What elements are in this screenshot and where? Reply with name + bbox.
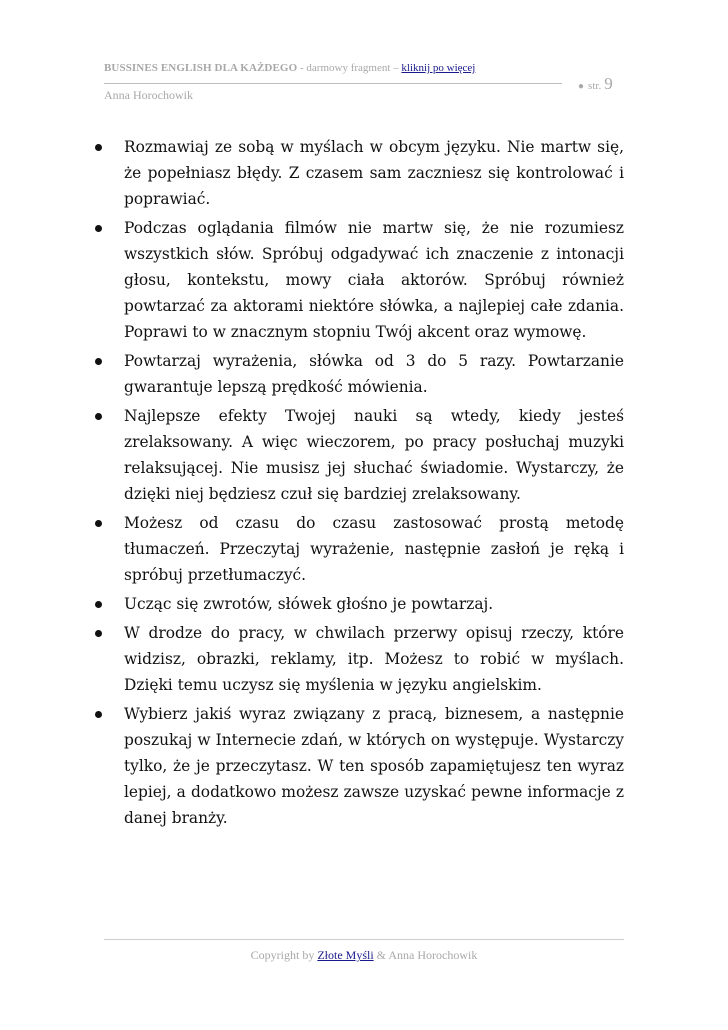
book-title: BUSSINES ENGLISH DLA KAŻDEGO — [104, 62, 298, 74]
list-item — [93, 701, 624, 831]
copyright-suffix: & Anna Horochowik — [373, 948, 478, 962]
page-number-label: str. — [588, 80, 602, 92]
bullet-icon — [95, 601, 102, 608]
more-link[interactable]: kliknij po więcej — [401, 62, 476, 74]
list-item-text: Podczas oglądania filmów nie martw się, że nie rozumiesz wszystkich słów. Spróbuj odgadywać ich znaczenie z intonacji głosu, kontekstu, mowy ciała aktorów. Spróbuj również powtarzać za aktorami niektóre słówka, a najlepiej całe zdania. Poprawi to w znacznym stopniu Twój akcent oraz wymowę. — [124, 219, 624, 341]
tips-list — [93, 134, 624, 831]
fragment-label: darmowy fragment — [306, 62, 391, 74]
list-item — [93, 620, 624, 698]
bullet-icon — [95, 413, 102, 420]
list-item-text: W drodze do pracy, w chwilach przerwy opisuj rzeczy, które widzisz, obrazki, reklamy, itp. Możesz to robić w myślach. Dzięki temu uczysz się myślenia w języku angielskim. — [124, 624, 624, 694]
page-number-bullet: ● — [578, 81, 585, 92]
list-item — [93, 348, 624, 400]
header-separator-2: – — [390, 62, 402, 74]
list-item — [93, 510, 624, 588]
copyright-prefix: Copyright by — [250, 948, 318, 962]
page-header — [104, 62, 624, 102]
list-item-text: Możesz od czasu do czasu zastosować prostą metodę tłumaczeń. Przeczytaj wyrażenie, następnie zasłoń je ręką i spróbuj przetłumaczyć. — [124, 514, 624, 584]
list-item-text: Najlepsze efekty Twojej nauki są wtedy, kiedy jesteś zrelaksowany. A więc wieczorem, po pracy posłuchaj muzyki relaksującej. Nie musisz jej słuchać świadomie. Wystarczy, że dzięki niej będziesz czuł się bardziej zrelaksowany. — [124, 407, 624, 503]
bullet-icon — [95, 144, 102, 151]
header-title-line — [104, 62, 624, 74]
list-item-text: Powtarzaj wyrażenia, słówka od 3 do 5 razy. Powtarzanie gwarantuje lepszą prędkość mówienia. — [124, 352, 624, 396]
header-divider — [104, 83, 562, 84]
bullet-icon — [95, 630, 102, 637]
page-number — [578, 74, 613, 94]
bullet-icon — [95, 520, 102, 527]
bullet-icon — [95, 358, 102, 365]
list-item — [93, 403, 624, 507]
header-separator: - — [297, 62, 307, 74]
list-item — [93, 591, 624, 617]
page-number-value: 9 — [604, 74, 613, 93]
bullet-icon — [95, 711, 102, 718]
list-item — [93, 215, 624, 345]
list-item-text: Rozmawiaj ze sobą w myślach w obcym języku. Nie martw się, że popełniasz błędy. Z czasem sam zaczniesz się kontrolować i poprawiać. — [124, 138, 624, 208]
list-item-text: Wybierz jakiś wyraz związany z pracą, biznesem, a następnie poszukaj w Internecie zdań, w których on występuje. Wystarczy tylko, że je przeczytasz. W ten sposób zapamiętujesz ten wyraz lepiej, a dodatkowo możesz zawsze uzyskać pewne informacje z danej branży. — [124, 705, 624, 827]
publisher-link[interactable]: Złote Myśli — [317, 948, 374, 962]
main-content — [93, 134, 624, 834]
list-item-text: Ucząc się zwrotów, słówek głośno je powtarzaj. — [124, 595, 494, 613]
header-author: Anna Horochowik — [104, 88, 193, 102]
page-footer — [104, 948, 624, 963]
footer-divider — [104, 939, 624, 940]
bullet-icon — [95, 225, 102, 232]
list-item — [93, 134, 624, 212]
